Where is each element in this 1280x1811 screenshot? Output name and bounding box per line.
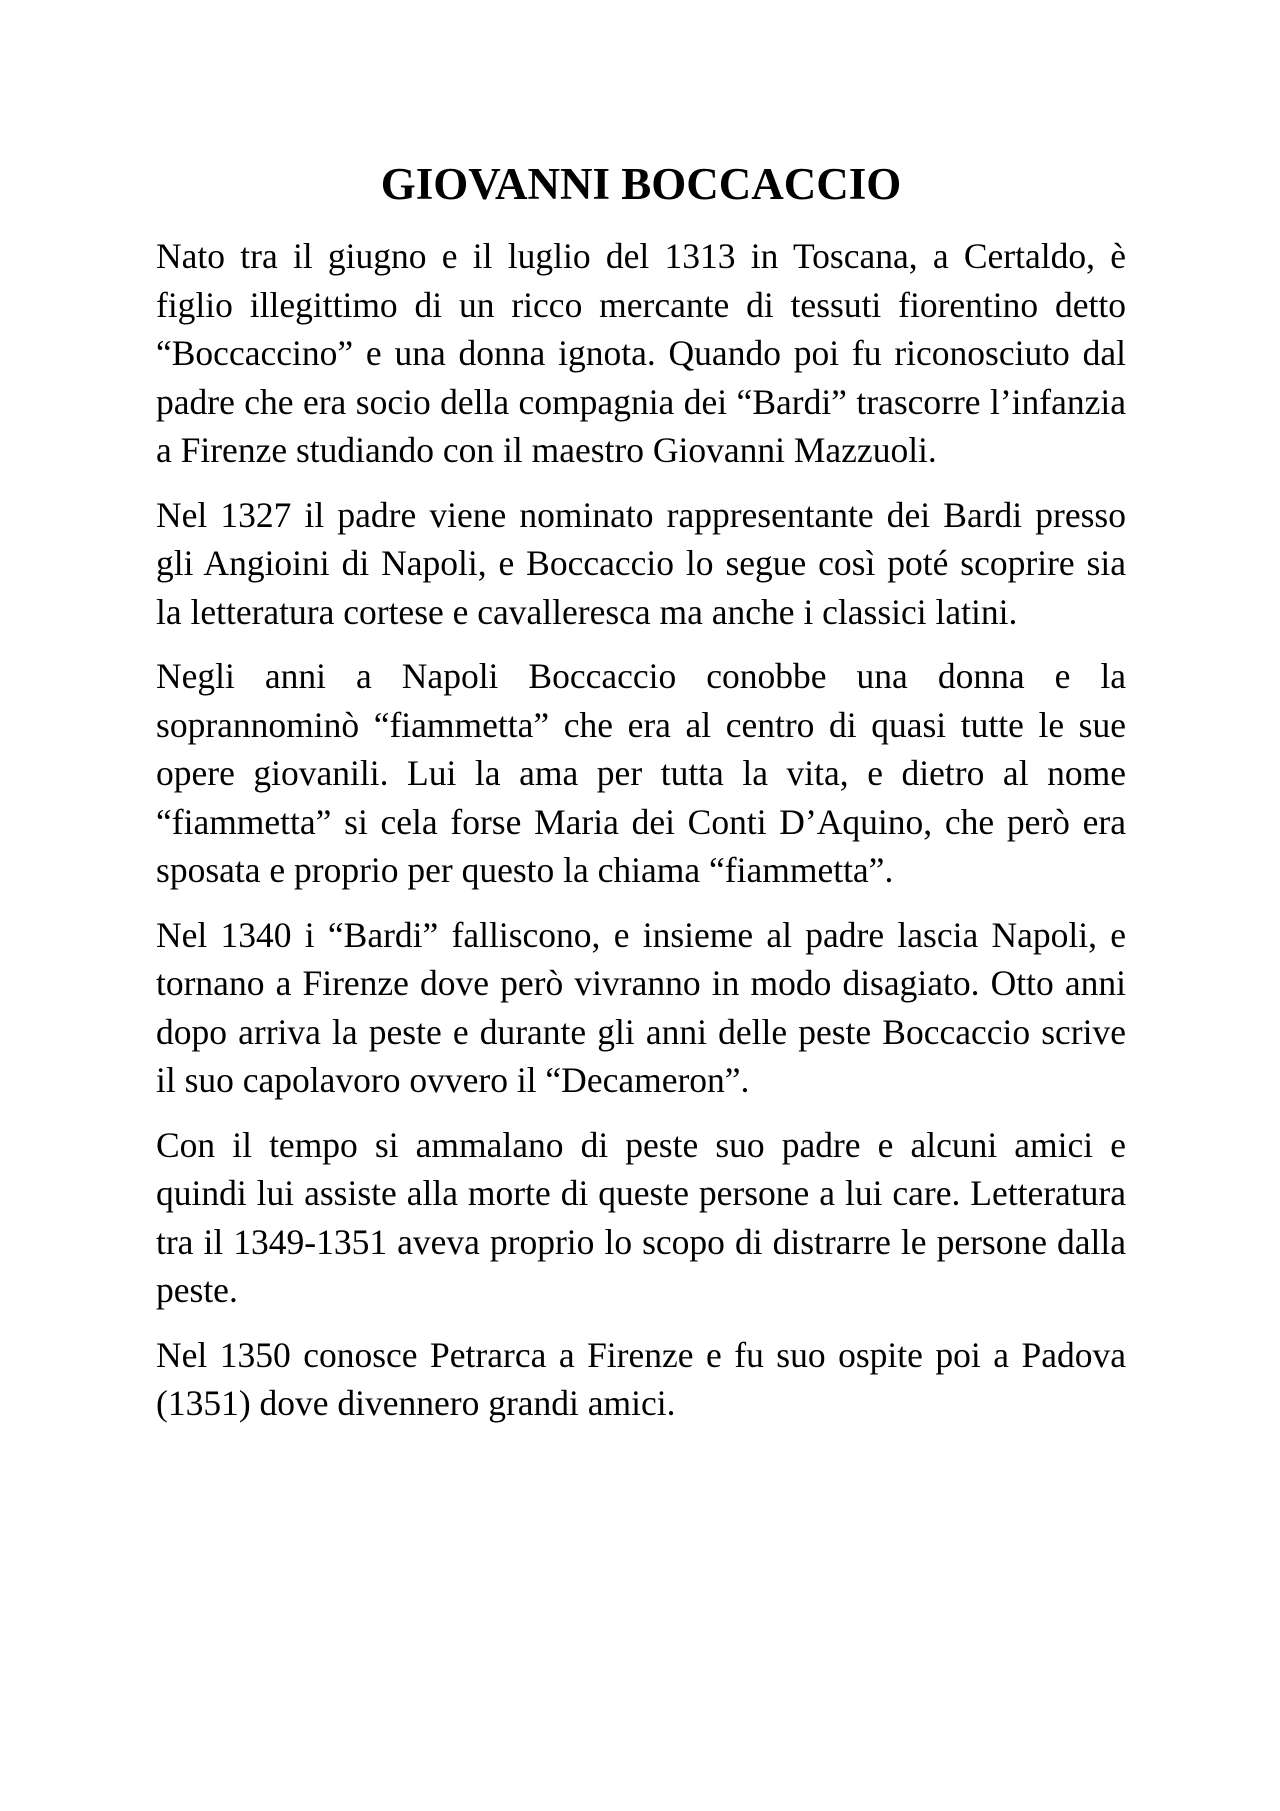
paragraph-fiammetta: Negli anni a Napoli Boccaccio conobbe una donna e la soprannominò “fiammetta” che era al centro di quasi tutte le sue opere giovanili. Lui la ama per tutta la vita, e dietro al nome “fiammetta” si cela forse Maria dei Conti D’Aquino, che però era sposata e proprio per questo la chiama “fiammetta”. [156,656,1126,890]
paragraph-naples: Nel 1327 il padre viene nominato rappresentante dei Bardi presso gli Angioini di Napoli, e Boccaccio lo segue così poté scoprire sia la letteratura cortese e cavalleresca ma anche i classici latini. [156,494,1126,632]
document-page [156,150,1126,1444]
paragraph-plague: Con il tempo si ammalano di peste suo padre e alcuni amici e quindi lui assiste alla morte di queste persone a lui care. Letteratura tra il 1349-1351 aveva proprio lo scopo di distrarre le persone dalla peste. [156,1124,1126,1310]
document-title: GIOVANNI BOCCACCIO [380,159,902,209]
paragraph-decameron: Nel 1340 i “Bardi” falliscono, e insieme al padre lascia Napoli, e tornano a Firenze dove però vivranno in modo disagiato. Otto anni dopo arriva la peste e durante gli anni delle peste Boccaccio scrive il suo capolavoro ovvero il “Decameron”. [156,914,1126,1100]
paragraph-petrarca: Nel 1350 conosce Petrarca a Firenze e fu suo ospite poi a Padova (1351) dove divennero grandi amici. [156,1334,1126,1423]
paragraph-birth: Nato tra il giugno e il luglio del 1313 in Toscana, a Certaldo, è figlio illegittimo di un ricco mercante di tessuti fiorentino detto “Boccaccino” e una donna ignota. Quando poi fu riconosciuto dal padre che era socio della compagnia dei “Bardi” trascorre l’infanzia a Firenze studiando con il maestro Giovanni Mazzuoli. [156,236,1126,470]
